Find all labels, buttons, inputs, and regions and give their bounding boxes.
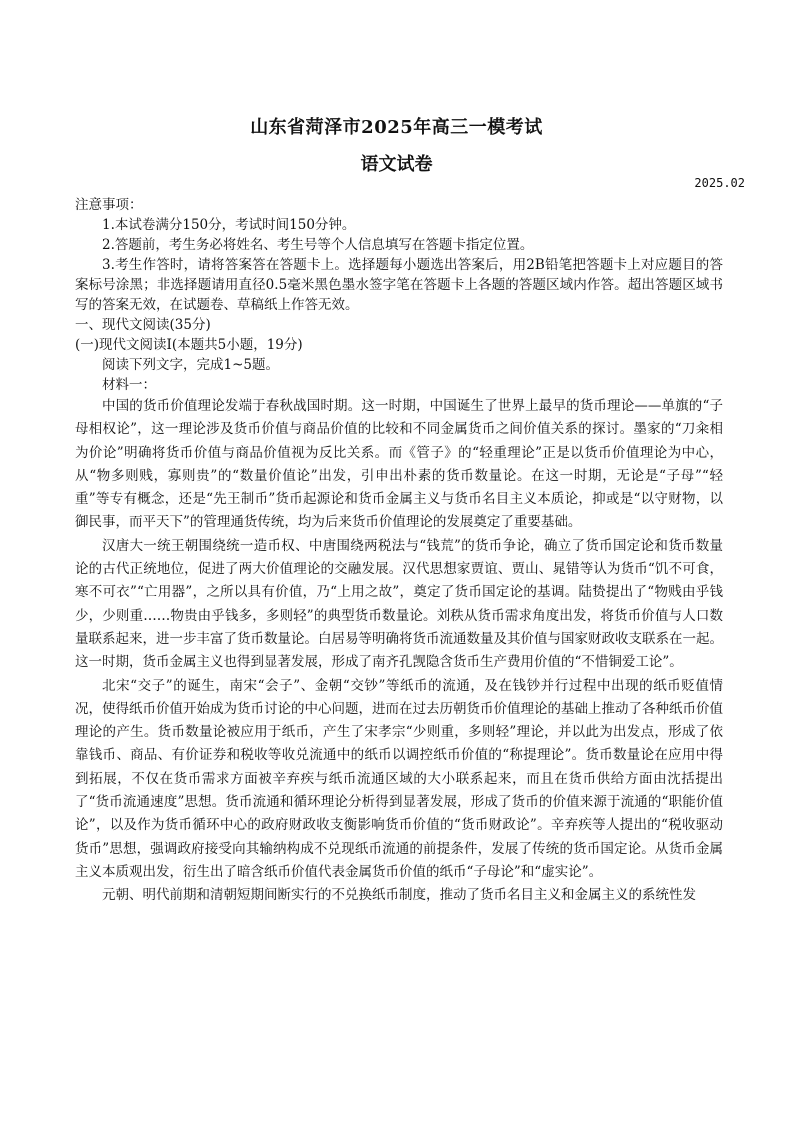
section-subheading: (一)现代文阅读Ⅰ(本题共5小题，19分) (75, 337, 303, 353)
exam-date: 2025.02 (694, 176, 745, 190)
exam-title: 山东省菏泽市2025年高三一模考试 (250, 117, 543, 138)
passage-paragraph-2: 汉唐大一统王朝围绕统一造币权、中唐围绕两税法与“钱荒”的货币争论，确立了货币国定论和货币数量论的古代正统地位，促进了两大价值理论的交融发展。汉代思想家贾谊、贾山、晁错等认为货币“饥不可食，寒不可衣”“亡用器”，之所以具有价值，乃“上用之故”，奠定了货币国定论的基调。陆贽提出了“物贱由乎钱少，少则重……物贵由乎钱多，多则轻”的典型货币数量论。刘秩从货币需求角度出发，将货币价值与人口数量联系起来，进一步丰富了货币数量论。白居易等明确将货币流通数量及其价值与国家财政收支联系在一起。这一时期，货币金属主义也得到显著发展，形成了南齐孔觊隐含货币生产费用价值的“不惜铜爱工论”。 (75, 537, 723, 671)
section-heading: 一、现代文阅读(35分) (75, 317, 211, 333)
notes-item-1: 1.本试卷满分150分，考试时间150分钟。 (102, 217, 356, 233)
passage-paragraph-4: 元朝、明代前期和清朝短期间断实行的不兑换纸币制度，推动了货币名目主义和金属主义的系统性发 (102, 887, 696, 904)
notes-heading: 注意事项： (75, 197, 143, 213)
passage-paragraph-3: 北宋“交子”的诞生，南宋“会子”、金朝“交钞”等纸币的流通，及在钱钞并行过程中出现的纸币贬值情况，使得纸币价值开始成为货币讨论的中心问题，进而在过去历朝货币价值理论的基础上推动了各种纸币价值理论的产生。货币数量论被应用于纸币，产生了宋孝宗“少则重，多则轻”理论，并以此为出发点，形成了依靠钱币、商品、有价证券和税收等收兑流通中的纸币以调控纸币价值的“称提理论”。货币数量论在应用中得到拓展，不仅在货币需求方面被辛弃疾与纸币流通区域的大小联系起来，而且在货币供给方面由沈括提出了“货币流通速度”思想。货币流通和循环理论分析得到显著发展，形成了货币的价值来源于流通的“职能价值论”，以及作为货币循环中心的政府财政收支衡影响货币价值的“货币财政论”。辛弃疾等人提出的“税收驱动货币”思想，强调政府接受向其输纳构成不兑现纸币流通的前提条件，发展了传统的货币国定论。从货币金属主义本质观出发，衍生出了暗含纸币价值代表金属货币价值的纸币“子母论”和“虚实论”。 (75, 677, 723, 880)
passage-paragraph-1: 中国的货币价值理论发端于春秋战国时期。这一时期，中国诞生了世界上最早的货币理论——单旗的“子母相权论”，这一理论涉及货币价值与商品价值的比较和不同金属货币之间价值关系的探讨。墨家的“刀籴相为价论”明确将货币价值与商品价值视为反比关系。而《管子》的“轻重理论”正是以货币价值理论为中心，从“物多则贱，寡则贵”的“数量价值论”出发，引申出朴素的货币数量论。在这一时期，无论是“子母”“轻重”等专有概念，还是“先王制币”货币起源论和货币金属主义与货币名目主义本质论，抑或是“以守财物，以御民事，而平天下”的管理通货传统，均为后来货币价值理论的发展奠定了重要基础。 (75, 398, 723, 531)
notes-item-3: 3.考生作答时，请将答案答在答题卡上。选择题每小题选出答案后，用2B铅笔把答题卡上对应题目的答案标号涂黑；非选择题请用直径0.5毫米黑色墨水签字笔在答题卡上各题的答题区域内作答。超出答题区域书写的答案无效，在试题卷、草稿纸上作答无效。 (75, 257, 723, 313)
reading-instruction: 阅读下列文字，完成1~5题。 (102, 357, 279, 373)
document-body (75, 195, 723, 908)
notes-item-2: 2.答题前，考生务必将姓名、考生号等个人信息填写在答题卡指定位置。 (102, 237, 534, 253)
material-label: 材料一： (102, 377, 156, 393)
exam-subtitle: 语文试卷 (360, 154, 433, 175)
